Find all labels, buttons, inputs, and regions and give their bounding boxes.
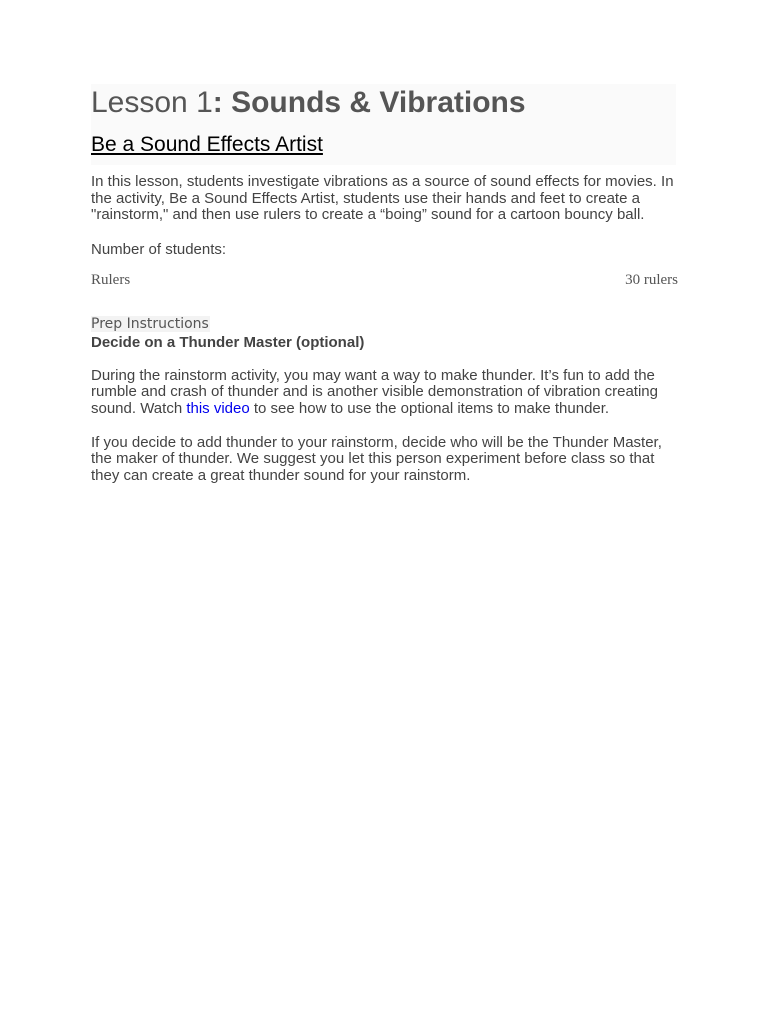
document-page xyxy=(91,84,681,484)
material-item: Rulers xyxy=(91,271,131,288)
lesson-title-colon: : xyxy=(212,86,232,119)
number-of-students-label: Number of students: xyxy=(91,240,227,258)
thunder-master-heading: Decide on a Thunder Master (optional) xyxy=(91,333,365,351)
material-quantity: 30 rulers xyxy=(625,271,678,288)
prep-instructions-heading: Prep Instructions xyxy=(91,315,209,332)
lesson-title xyxy=(91,86,676,120)
materials-row xyxy=(91,272,678,289)
lesson-number: Lesson 1 xyxy=(91,86,213,119)
thunder-master-paragraph: If you decide to add thunder to your rainstorm, decide who will be the Thunder Master, the maker of thunder. We suggest you let this person experiment before class so that they can create a great thunder sound for your rainstorm. xyxy=(91,433,662,484)
activity-title: Be a Sound Effects Artist xyxy=(91,133,323,156)
intro-paragraph: In this lesson, students investigate vibrations as a source of sound effects for movies. In the activity, Be a Sound Effects Artist, students use their hands and feet to create a "rainstorm," and then use rulers to create a “boing” sound for a cartoon bouncy ball. xyxy=(91,173,674,224)
rainstorm-text-start: During the rainstorm activity, you may want a way to make thunder. It’s fun to add the rumble and crash of thunder and is another visible demonstration of vibration creating sound. Watch xyxy=(91,366,658,417)
rainstorm-paragraph xyxy=(91,368,681,418)
lesson-header xyxy=(91,84,676,165)
rainstorm-text-end: to see how to use the optional items to make thunder. xyxy=(249,399,610,417)
video-link[interactable]: this video xyxy=(186,399,250,417)
lesson-topic: Sounds & Vibrations xyxy=(231,86,526,119)
